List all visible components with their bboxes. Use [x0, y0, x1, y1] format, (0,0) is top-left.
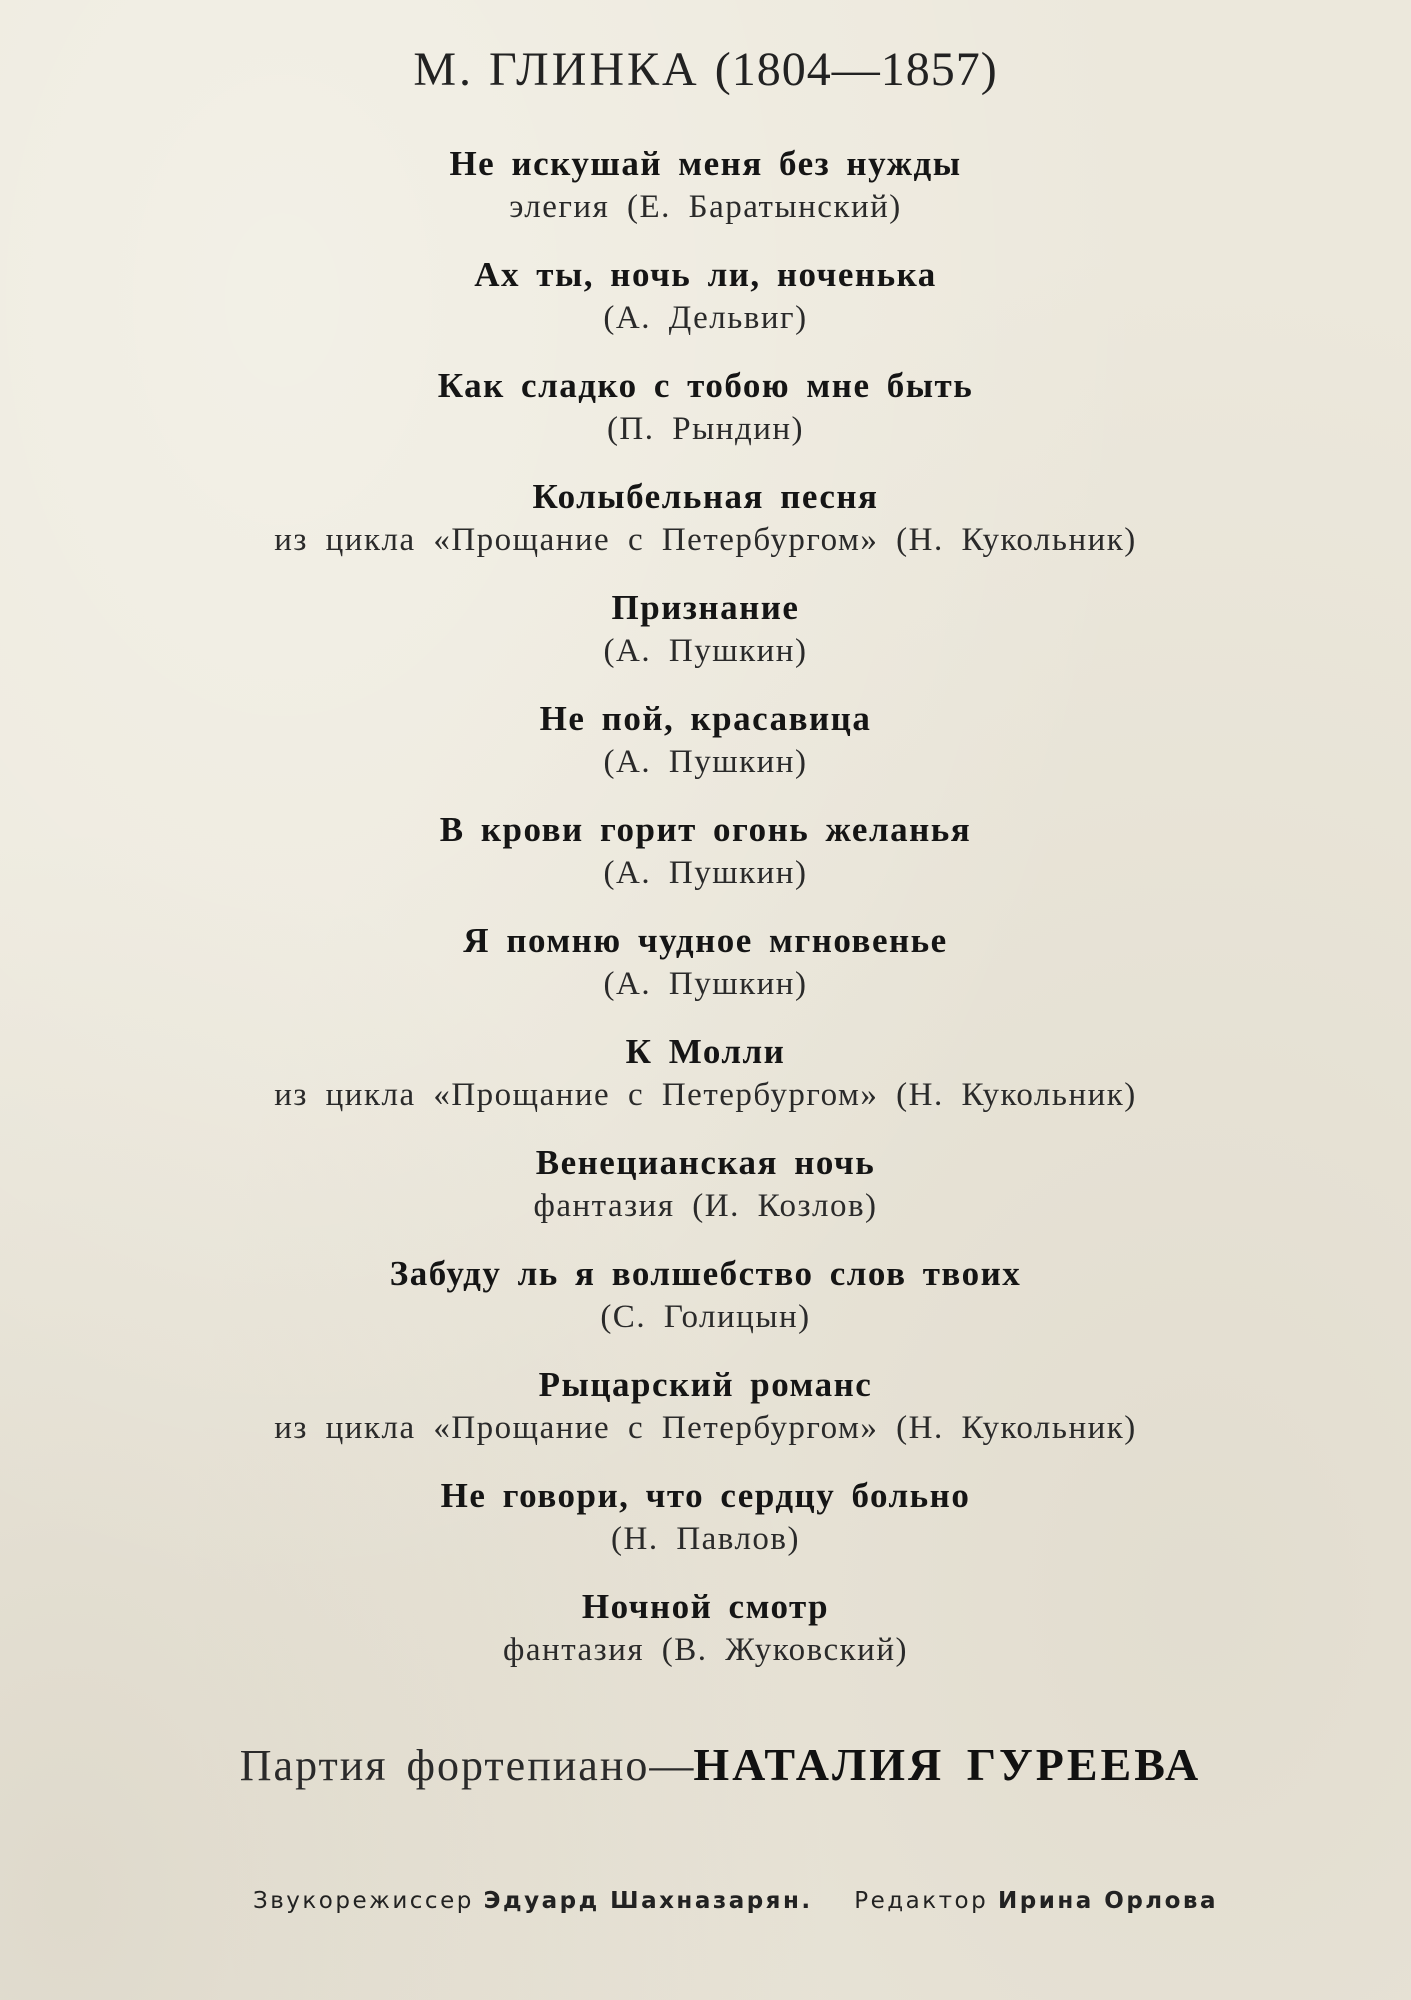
- track-item: [0, 475, 1411, 586]
- track-title: Колыбельная песня: [532, 477, 879, 516]
- track-item: [0, 586, 1411, 697]
- track-subtitle: (А. Дельвиг): [603, 300, 808, 336]
- page-header: [0, 42, 1411, 97]
- track-subtitle: из цикла «Прощание с Петербургом» (Н. Кукольник): [274, 1410, 1137, 1446]
- composer-years: (1804—1857): [714, 43, 998, 96]
- track-title: В крови горит огонь желанья: [439, 810, 972, 849]
- track-title: Не искушай меня без нужды: [449, 144, 962, 183]
- composer-name: М. ГЛИНКА: [413, 43, 700, 96]
- track-title: Не говори, что сердцу больно: [440, 1476, 971, 1515]
- track-list: [0, 142, 1411, 1696]
- track-item: [0, 1141, 1411, 1252]
- engineer-label: Звукорежиссер: [252, 1888, 474, 1914]
- track-subtitle: (А. Пушкин): [603, 744, 808, 780]
- editor-label: Редактор: [854, 1888, 989, 1914]
- track-subtitle: из цикла «Прощание с Петербургом» (Н. Кукольник): [274, 522, 1137, 558]
- track-title: Не пой, красавица: [539, 699, 872, 738]
- track-subtitle: (Н. Павлов): [611, 1521, 800, 1557]
- track-item: [0, 1585, 1411, 1696]
- track-item: [0, 808, 1411, 919]
- track-item: [0, 142, 1411, 253]
- track-title: Рыцарский романс: [538, 1365, 873, 1404]
- track-title: Ах ты, ночь ли, ноченька: [474, 255, 937, 294]
- track-item: [0, 697, 1411, 808]
- track-item: [0, 1252, 1411, 1363]
- track-title: Венецианская ночь: [535, 1143, 876, 1182]
- track-item: [0, 1474, 1411, 1585]
- track-subtitle: элегия (Е. Баратынский): [509, 189, 902, 225]
- track-title: Забуду ль я волшебство слов твоих: [389, 1254, 1022, 1293]
- track-subtitle: фантазия (В. Жуковский): [503, 1632, 908, 1668]
- track-title: Ночной смотр: [581, 1587, 830, 1626]
- track-item: [0, 1030, 1411, 1141]
- production-credits: [0, 1888, 1411, 1914]
- track-subtitle: из цикла «Прощание с Петербургом» (Н. Кукольник): [274, 1077, 1137, 1113]
- track-item: [0, 253, 1411, 364]
- track-subtitle: (П. Рындин): [606, 411, 805, 447]
- track-item: [0, 919, 1411, 1030]
- engineer-name: Эдуард Шахназарян.: [483, 1888, 813, 1914]
- track-subtitle: (А. Пушкин): [603, 966, 808, 1002]
- credit-role: Партия фортепиано: [239, 1741, 650, 1790]
- credit-dash: —: [649, 1741, 694, 1790]
- track-subtitle: (А. Пушкин): [603, 855, 808, 891]
- credit-name: НАТАЛИЯ ГУРЕЕВА: [693, 1739, 1202, 1790]
- track-subtitle: фантазия (И. Козлов): [533, 1188, 878, 1224]
- track-subtitle: (А. Пушкин): [603, 633, 808, 669]
- track-title: Признание: [611, 588, 800, 627]
- track-item: [0, 1363, 1411, 1474]
- piano-credit: [0, 1738, 1411, 1791]
- track-subtitle: (С. Голицын): [600, 1299, 811, 1335]
- track-item: [0, 364, 1411, 475]
- editor-name: Ирина Орлова: [998, 1888, 1219, 1914]
- track-title: Как сладко с тобою мне быть: [437, 366, 974, 405]
- track-title: Я помню чудное мгновенье: [463, 921, 948, 960]
- track-title: К Молли: [625, 1032, 786, 1071]
